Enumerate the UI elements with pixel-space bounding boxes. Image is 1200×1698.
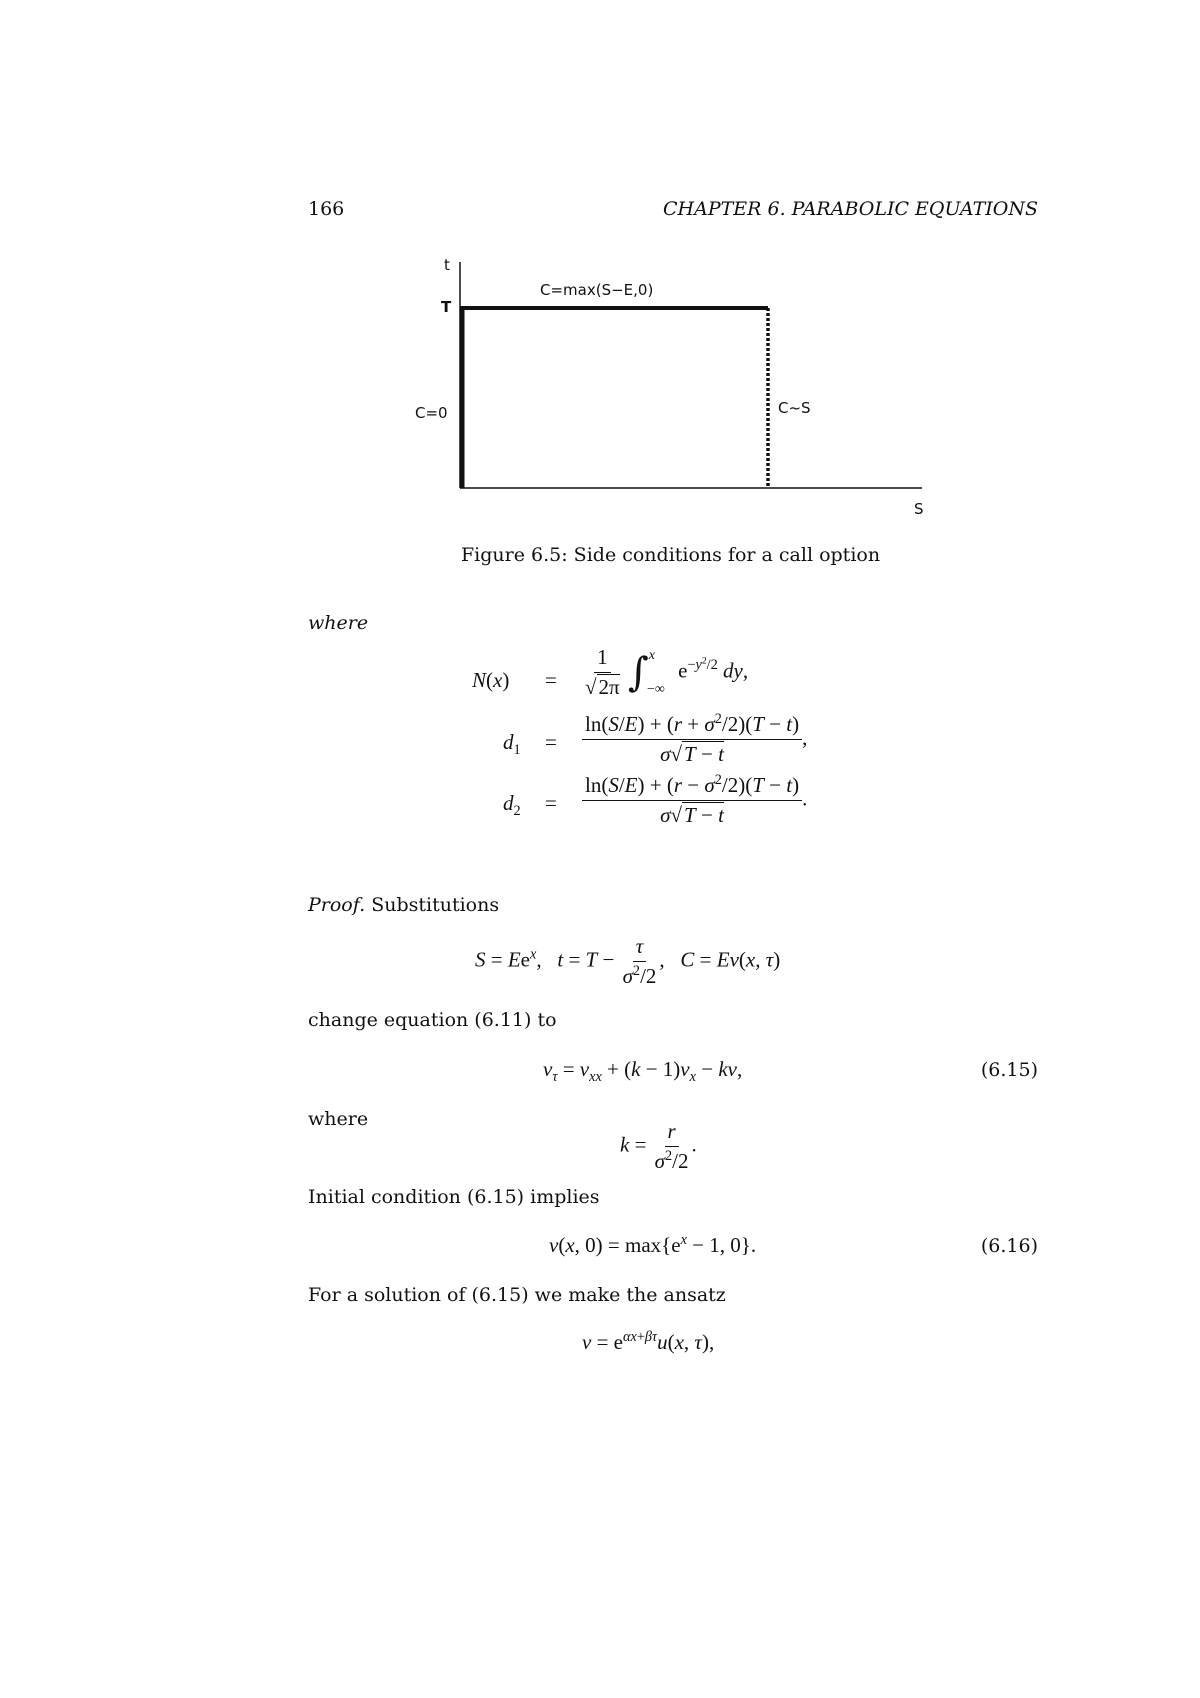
eq-N-equals: = bbox=[545, 668, 557, 692]
where-text: where bbox=[308, 612, 369, 634]
side-conditions-figure bbox=[0, 0, 1200, 560]
eq-d2-lhs: $d_2$ bbox=[503, 791, 521, 820]
eq-6-16-number: (6.16) bbox=[980, 1235, 1038, 1257]
page-number: 166 bbox=[308, 198, 345, 220]
eq-k: k = $\frac{r}{\sigma^2/2}$ . bbox=[620, 1119, 697, 1173]
eq-d1-equals: = bbox=[545, 730, 557, 754]
s-axis-label: S bbox=[914, 500, 924, 518]
eq-substitutions: $S = Ee^x$, t = T − $\frac{\tau}{\sigma^2/2}$ , C = Ev(x, τ) bbox=[475, 934, 781, 988]
eq-6-16: v(x, $0) = \max\{e^x - 1$, 0}. bbox=[549, 1232, 757, 1257]
where-text-2: where bbox=[308, 1108, 369, 1130]
top-condition-label: C=max(S−E,0) bbox=[540, 281, 654, 299]
change-equation-text: change equation (6.11) to bbox=[308, 1009, 557, 1031]
right-condition-label: C~S bbox=[778, 399, 811, 417]
eq-d1-rhs: $\frac{\ln(S/E) + (r + \sigma^2/2)(T - t)}{\sigma√T - t}$ , bbox=[582, 712, 807, 767]
running-title: CHAPTER 6. PARABOLIC EQUATIONS bbox=[663, 198, 1038, 220]
eq-6-15: $v_\tau = v_{xx} + (k - 1)v_x$ − kv, bbox=[543, 1057, 743, 1086]
eq-d2-rhs: $\frac{\ln(S/E) + (r - \sigma^2/2)(T - t)}{\sigma√T - t}$ . bbox=[582, 773, 807, 828]
proof-line bbox=[308, 894, 499, 916]
eq-d1-lhs: $d_1$ bbox=[503, 730, 521, 759]
initial-condition-text: Initial condition (6.15) implies bbox=[308, 1186, 600, 1208]
eq-d2-equals: = bbox=[545, 791, 557, 815]
eq-6-15-number: (6.15) bbox=[980, 1059, 1038, 1081]
t-axis-label: t bbox=[444, 256, 450, 274]
T-label: T bbox=[441, 298, 452, 316]
eq-ansatz: $v = e^{\alpha x+\beta\tau}u(x$, τ), bbox=[582, 1329, 715, 1354]
left-condition-label: C=0 bbox=[415, 404, 448, 422]
ansatz-text: For a solution of (6.15) we make the ansatz bbox=[308, 1284, 726, 1306]
figure-caption: Figure 6.5: Side conditions for a call option bbox=[461, 544, 881, 566]
eq-N-lhs: N(x) bbox=[472, 668, 510, 692]
proof-text: Substitutions bbox=[371, 894, 500, 916]
proof-label: Proof. bbox=[308, 894, 366, 916]
eq-N-rhs: $\frac{1}{√2\pi}$ ∫$^x_{-\infty}$ $e^{-y^2/2}$ dy, bbox=[585, 645, 749, 699]
